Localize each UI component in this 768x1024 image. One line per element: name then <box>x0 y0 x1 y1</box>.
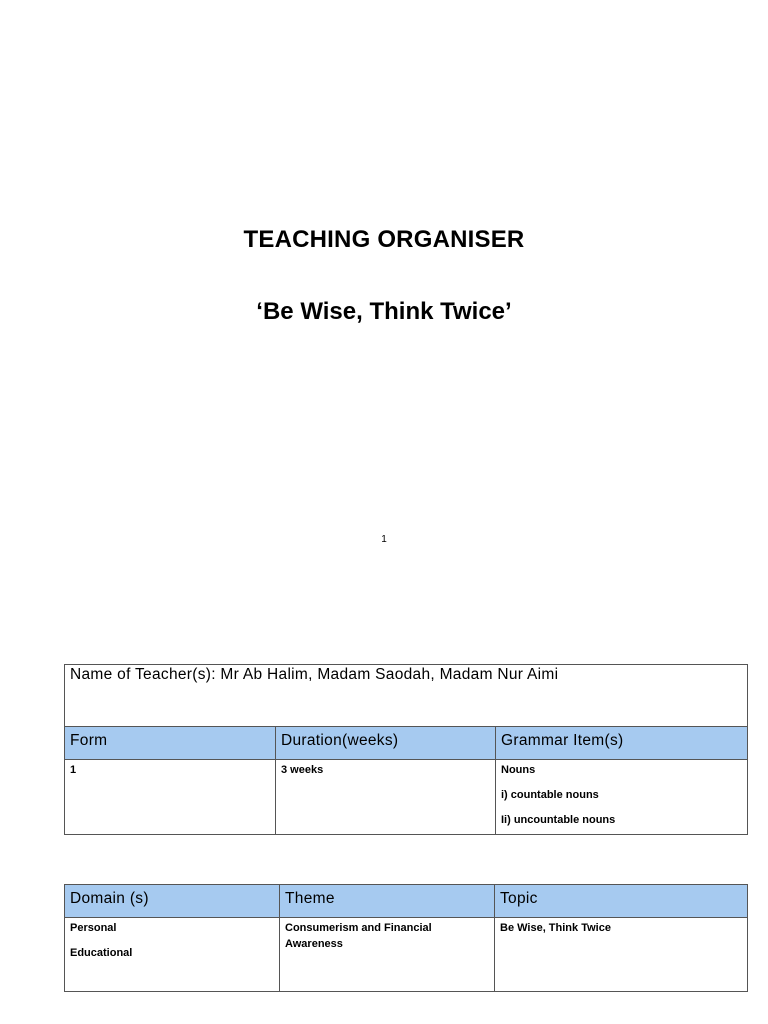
header-theme: Theme <box>280 885 495 918</box>
table-row <box>65 665 748 727</box>
document-subtitle: ‘Be Wise, Think Twice’ <box>256 298 512 325</box>
domain-item: Educational <box>70 947 133 959</box>
header-domain: Domain (s) <box>65 885 280 918</box>
header-duration: Duration(weeks) <box>276 727 496 760</box>
grammar-item: i) countable nouns <box>501 789 599 801</box>
grammar-item: Nouns <box>501 764 536 776</box>
table-header-row <box>65 885 748 918</box>
domain-item: Personal <box>70 922 117 934</box>
header-grammar-items: Grammar Item(s) <box>496 727 748 760</box>
theme-value: Consumerism and Financial Awareness <box>280 918 495 992</box>
table-row <box>65 918 748 992</box>
header-topic: Topic <box>495 885 748 918</box>
grammar-items-cell <box>496 760 748 835</box>
topic-value: Be Wise, Think Twice <box>495 918 748 992</box>
duration-value: 3 weeks <box>276 760 496 835</box>
table-header-row <box>65 727 748 760</box>
table-row <box>65 760 748 835</box>
domain-theme-topic-table <box>64 884 748 992</box>
domains-cell <box>65 918 280 992</box>
form-value: 1 <box>65 760 276 835</box>
header-form: Form <box>65 727 276 760</box>
document-title: TEACHING ORGANISER <box>243 226 525 253</box>
teacher-names-cell: Name of Teacher(s): Mr Ab Halim, Madam Saodah, Madam Nur Aimi <box>65 665 748 727</box>
grammar-item: Ii) uncountable nouns <box>501 814 616 826</box>
page-number: 1 <box>381 534 387 545</box>
teacher-info-table <box>64 664 748 835</box>
